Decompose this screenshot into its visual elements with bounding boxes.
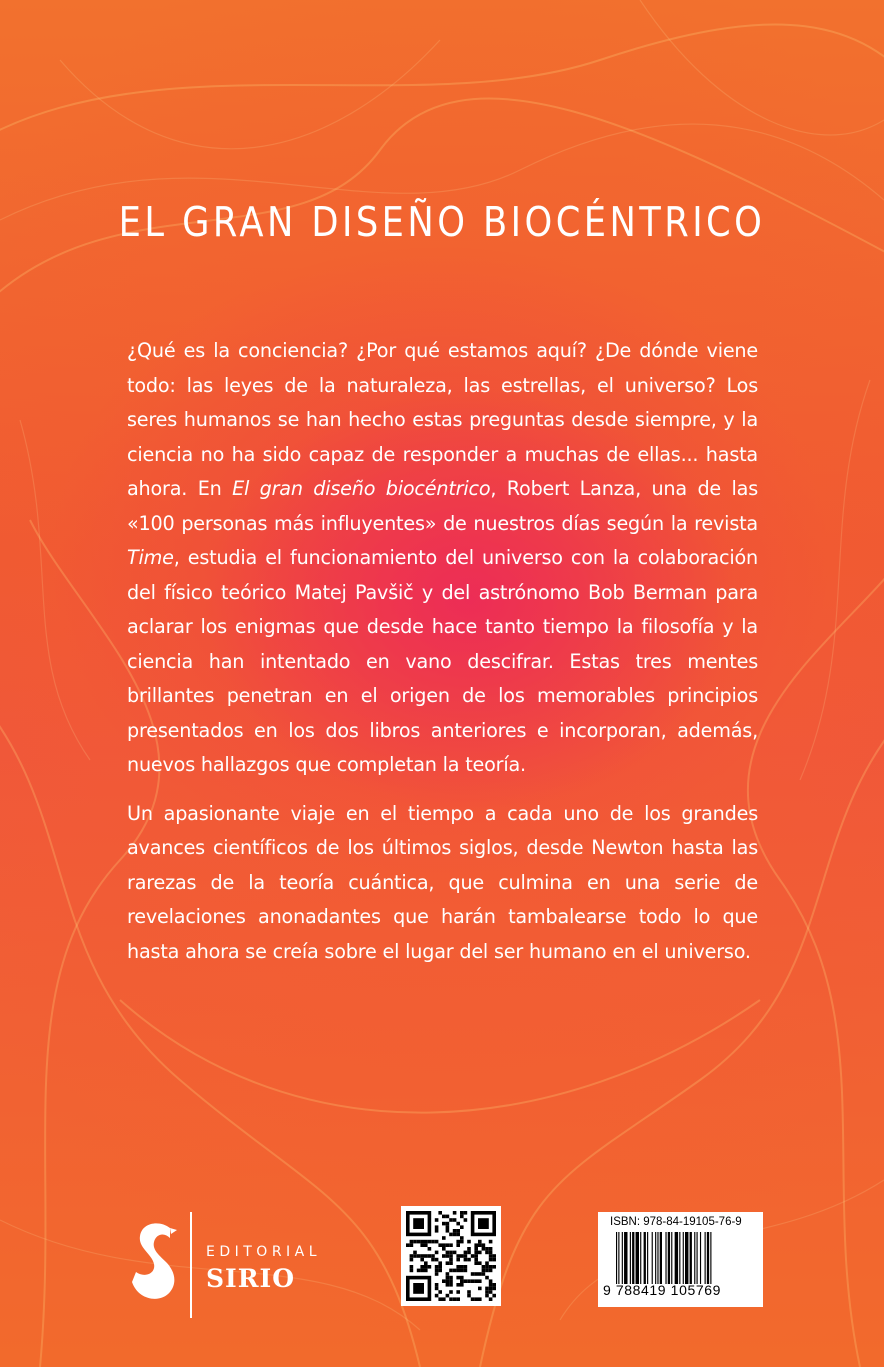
barcode-icon bbox=[616, 1232, 756, 1284]
synopsis-text-part-2: , Robert Lanza, una de las «100 personas más influyentes» de nuestros días según la revista bbox=[127, 477, 758, 535]
isbn-label: ISBN: 978-84-19105-76-9 bbox=[610, 1216, 742, 1228]
book-title-italic: El gran diseño biocéntrico bbox=[232, 477, 491, 500]
publisher-label: EDITORIAL bbox=[206, 1244, 322, 1260]
synopsis-text-part-1: ¿Qué es la conciencia? ¿Por qué estamos aquí? ¿De dónde viene todo: las leyes de la naturaleza, las estrellas, el universo? Los seres humanos se han hecho estas preguntas desde siempre, y la ciencia no ha sido capaz de responder a muchas de ellas... hasta ahora. En bbox=[127, 339, 758, 500]
synopsis-text-part-3: , estudia el funcionamiento del universo con la colaboración del físico teórico Matej Pavšič y del astrónomo Bob Berman para aclarar los enigmas que desde hace tanto tiempo la filosofía y la ciencia han intentado en vano descifrar. Estas tres mentes brillantes penetran en el origen de los memorables principios presentados en los dos libros anteriores e incorporan, además, nuevos hallazgos que completan la teoría. bbox=[127, 546, 758, 776]
logo-divider bbox=[190, 1212, 192, 1318]
magazine-name-italic: Time bbox=[127, 546, 174, 569]
publisher-logo bbox=[130, 1212, 360, 1322]
synopsis bbox=[127, 334, 758, 969]
book-title: EL GRAN DISEÑO BIOCÉNTRICO bbox=[118, 198, 766, 246]
qr-code-icon bbox=[401, 1206, 501, 1306]
publisher-name: SIRIO bbox=[206, 1264, 295, 1293]
swan-s-icon bbox=[130, 1220, 178, 1312]
synopsis-paragraph-2: Un apasionante viaje en el tiempo a cada uno de los grandes avances científicos de los últimos siglos, desde Newton hasta las rarezas de la teoría cuántica, que culmina en una serie de revelaciones anonadantes que harán tambalearse todo lo que hasta ahora se creía sobre el lugar del ser humano en el universo. bbox=[127, 801, 758, 963]
barcode-digits: 9 788419 105769 bbox=[603, 1282, 721, 1298]
synopsis-paragraph-1 bbox=[127, 334, 758, 783]
isbn-barcode bbox=[598, 1212, 763, 1307]
